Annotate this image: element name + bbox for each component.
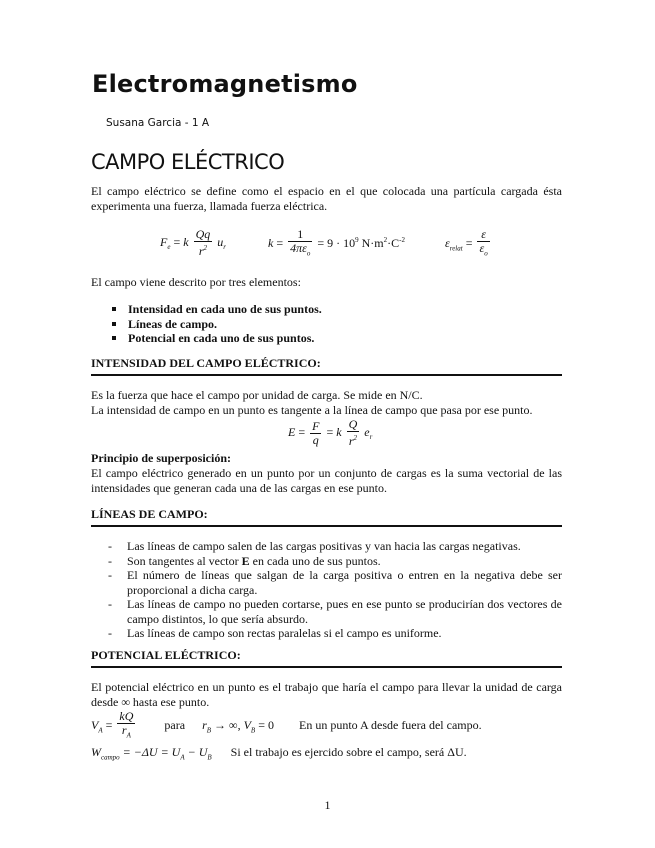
section-heading-campo-electrico: CAMPO ELÉCTRICO [91, 150, 285, 174]
intro-paragraph: El campo eléctrico se define como el espacio en el que colocada una partícula cargada ésta experimenta una fuerza, llamada fuerza eléctrica. [91, 184, 562, 213]
section-lineas-de-campo: LÍNEAS DE CAMPO: [91, 507, 562, 527]
list-item: Líneas de campo. [112, 317, 322, 332]
list-item: Potencial en cada uno de sus puntos. [112, 331, 322, 346]
superposition-title: Principio de superposición: [91, 451, 232, 465]
list-item: - El número de líneas que salgan de la carga positiva o entren en la negativa debe ser proporcional a dicha carga. [108, 568, 562, 597]
intensity-line-1: Es la fuerza que hace el campo por unidad de carga. Se mide en N/C. [91, 388, 423, 402]
list-item: Intensidad en cada uno de sus puntos. [112, 302, 322, 317]
formula-coulomb-constant: k = $\frac{1}{4\pi\varepsilon_o}$ = $9 \cdot 10^9$ $N\cdot m^2\cdot C^{-2}$ [268, 227, 405, 258]
field-lines-list [108, 539, 562, 641]
formula-field-intensity: E = $\frac{F}{q}$ = k $\frac{Q}{r^2}$ $e_r$ [288, 417, 373, 448]
page-number: 1 [324, 798, 331, 812]
potential-paragraph: El potencial eléctrico en un punto es el trabajo que haría el campo para llevar la unidad de carga desde ∞ hasta ese punto. [91, 680, 562, 709]
formula-work: $W_{campo} = -\Delta U = U_A - U_B$ Si el trabajo es ejercido sobre el campo, será ΔU. [91, 745, 467, 762]
formula-coulomb-force: $F_e = k$ $\frac{Qq}{r^2}$ $u_r$ [160, 227, 226, 258]
list-item: - Las líneas de campo salen de las cargas positivas y van hacia las cargas negativas. [108, 539, 521, 553]
elements-intro: El campo viene descrito por tres elementos: [91, 275, 301, 289]
section-potencial-electrico: POTENCIAL ELÉCTRICO: [91, 648, 562, 668]
list-item: - Las líneas de campo no pueden cortarse, pues en ese punto se producirían dos vectores de campo distintos, lo que sería absurdo. [108, 597, 562, 626]
list-item: - Son tangentes al vector E en cada uno de sus puntos. [108, 553, 381, 568]
intensity-line-2: La intensidad de campo en un punto es tangente a la línea de campo que pasa por ese punto. [91, 403, 533, 417]
section-intensidad: INTENSIDAD DEL CAMPO ELÉCTRICO: [91, 356, 562, 376]
superposition-text: El campo eléctrico generado en un punto por un conjunto de cargas es la suma vectorial de las intensidades que generan cada una de las cargas en ese punto. [91, 466, 562, 495]
formula-potential: $V_A$ = $\frac{kQ}{r_A}$ para $r_B$ → ∞, $V_B = 0$ En un punto A desde fuera del campo. [91, 709, 482, 740]
formula-relative-permittivity: $\varepsilon_{relat}$ = $\frac{\varepsilon}{\varepsilon_o}$ [445, 227, 488, 258]
document-author: Susana Garcia - 1 A [106, 117, 210, 129]
list-item: - Las líneas de campo son rectas paralelas si el campo es uniforme. [108, 626, 442, 640]
elements-list [112, 302, 322, 346]
document-title: Electromagnetismo [92, 70, 358, 98]
